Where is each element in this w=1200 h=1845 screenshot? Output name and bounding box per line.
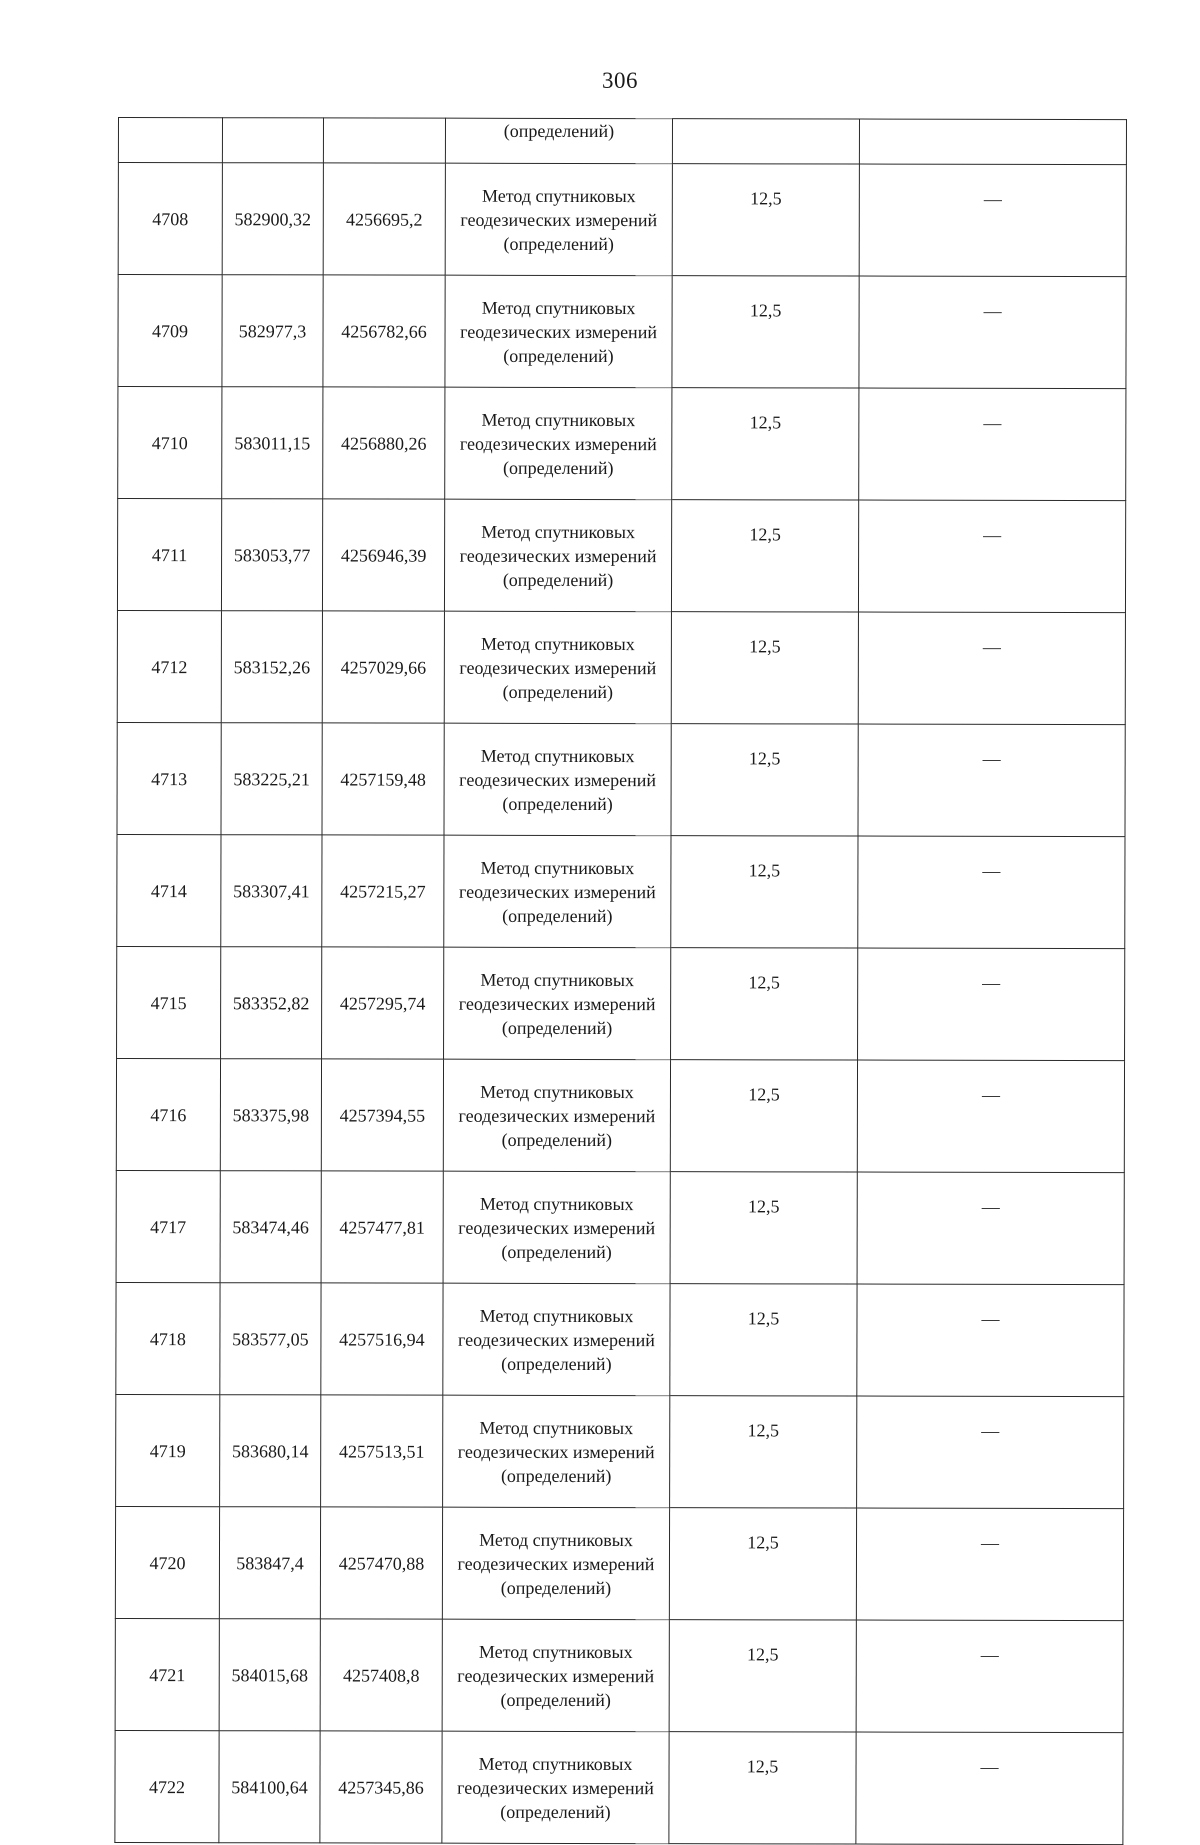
method-line: Метод спутниковых	[480, 1081, 634, 1102]
method-line: (определений)	[501, 1353, 612, 1374]
accuracy-cell: 12,5	[672, 276, 859, 388]
point-number-cell: 4720	[115, 1506, 219, 1618]
dash-mark: —	[980, 1756, 999, 1777]
point-number-cell: 4722	[115, 1730, 219, 1842]
coordinates-table-body	[115, 118, 1127, 1845]
method-line: Метод спутниковых	[481, 185, 636, 206]
method-line: (определений)	[503, 233, 614, 254]
method-line: (определений)	[500, 1465, 612, 1486]
method-line: Метод спутниковых	[478, 1753, 633, 1774]
accuracy-cell: 12,5	[672, 388, 859, 500]
method-line: Метод спутниковых	[479, 1305, 634, 1326]
method-line: геодезических измерений	[458, 993, 656, 1014]
table-row	[118, 275, 1126, 389]
point-number-cell: 4715	[117, 946, 221, 1058]
y-coordinate-cell: 4256880,26	[323, 387, 445, 499]
accuracy-cell: 12,5	[671, 948, 858, 1060]
table-row	[117, 946, 1125, 1060]
method-line: геодезических измерений	[460, 321, 657, 342]
note-cell	[859, 164, 1126, 277]
table-row	[115, 1506, 1123, 1620]
note-cell	[859, 276, 1126, 389]
note-cell	[856, 1620, 1123, 1733]
method-line: геодезических измерений	[458, 881, 656, 902]
method-cell	[443, 1283, 670, 1395]
dash-mark: —	[981, 1196, 1000, 1217]
dash-mark: —	[981, 1420, 1000, 1441]
method-line: геодезических измерений	[459, 657, 657, 678]
method-line: Метод спутниковых	[481, 521, 635, 542]
empty-cell	[859, 119, 1126, 165]
method-line: (определений)	[503, 345, 614, 366]
table-row	[115, 1730, 1123, 1844]
continuation-row	[118, 118, 1126, 165]
method-cell	[445, 275, 672, 387]
note-cell	[857, 1060, 1124, 1173]
table-row	[116, 1282, 1124, 1396]
table-row	[116, 1394, 1124, 1508]
x-coordinate-cell: 583053,77	[221, 499, 322, 611]
dash-mark: —	[981, 1084, 1000, 1105]
x-coordinate-cell: 584100,64	[219, 1731, 320, 1843]
point-number-cell: 4710	[118, 387, 222, 499]
table-row	[116, 1058, 1124, 1172]
table-row	[117, 722, 1125, 836]
x-coordinate-cell: 583474,46	[220, 1171, 321, 1283]
x-coordinate-cell: 583680,14	[220, 1395, 321, 1507]
method-cell	[445, 163, 672, 275]
method-line: геодезических измерений	[457, 1777, 654, 1798]
y-coordinate-cell: 4256782,66	[323, 275, 445, 387]
note-cell	[858, 836, 1125, 949]
method-line: Метод спутниковых	[481, 409, 636, 430]
method-cell	[444, 723, 671, 835]
empty-cell	[672, 119, 859, 164]
method-line: Метод спутниковых	[479, 1193, 634, 1214]
accuracy-cell: 12,5	[672, 164, 859, 276]
method-cell	[442, 1731, 669, 1843]
method-line: Метод спутниковых	[479, 1529, 633, 1550]
note-cell	[856, 1508, 1123, 1621]
note-cell	[856, 1732, 1123, 1845]
table-row	[115, 1618, 1123, 1732]
y-coordinate-cell: 4257345,86	[320, 1731, 442, 1843]
dash-mark: —	[981, 1308, 1000, 1329]
x-coordinate-cell: 582977,3	[222, 275, 323, 387]
table-row	[117, 610, 1125, 724]
method-line: (определений)	[503, 457, 614, 478]
accuracy-cell: 12,5	[670, 1060, 857, 1172]
empty-cell	[323, 118, 445, 163]
note-cell	[857, 1172, 1124, 1285]
dash-mark: —	[980, 1644, 999, 1665]
y-coordinate-cell: 4257029,66	[322, 611, 444, 723]
table-row	[116, 1170, 1124, 1284]
method-line: геодезических измерений	[457, 1441, 655, 1462]
y-coordinate-cell: 4257215,27	[322, 835, 444, 947]
x-coordinate-cell: 583847,4	[219, 1507, 320, 1619]
point-number-cell: 4714	[117, 834, 221, 946]
method-line: (определений)	[502, 793, 613, 814]
note-cell	[858, 500, 1125, 613]
empty-cell	[118, 118, 222, 163]
point-number-cell: 4712	[117, 610, 221, 722]
method-cell	[444, 947, 671, 1059]
accuracy-cell: 12,5	[671, 724, 858, 836]
method-cell	[444, 611, 671, 723]
method-line: (определений)	[500, 1577, 612, 1598]
method-cell	[445, 387, 672, 499]
point-number-cell: 4713	[117, 722, 221, 834]
accuracy-cell: 12,5	[669, 1508, 856, 1620]
x-coordinate-cell: 583011,15	[222, 387, 323, 499]
accuracy-cell: 12,5	[670, 1284, 857, 1396]
point-number-cell: 4717	[116, 1170, 220, 1282]
page-number: 306	[602, 68, 638, 93]
y-coordinate-cell: 4257513,51	[321, 1395, 443, 1507]
method-line: геодезических измерений	[459, 769, 657, 790]
y-coordinate-cell: 4257394,55	[321, 1059, 443, 1171]
dash-mark: —	[983, 188, 1002, 209]
y-coordinate-cell: 4257516,94	[321, 1283, 443, 1395]
dash-mark: —	[983, 300, 1002, 321]
method-line: Метод спутниковых	[478, 1641, 633, 1662]
method-line: (определений)	[500, 1689, 611, 1710]
method-line: (определений)	[501, 1129, 613, 1150]
accuracy-cell: 12,5	[671, 500, 858, 612]
accuracy-cell: 12,5	[669, 1620, 856, 1732]
y-coordinate-cell: 4257470,88	[320, 1507, 442, 1619]
point-number-cell: 4721	[115, 1618, 219, 1730]
method-line: Метод спутниковых	[481, 297, 636, 318]
y-coordinate-cell: 4257295,74	[322, 947, 444, 1059]
method-line: Метод спутниковых	[481, 633, 635, 654]
method-line: Метод спутниковых	[480, 969, 635, 990]
method-line: геодезических измерений	[460, 209, 658, 230]
accuracy-cell: 12,5	[670, 1396, 857, 1508]
method-line: геодезических измерений	[459, 433, 657, 454]
table-row	[118, 163, 1126, 277]
table-row	[118, 387, 1126, 501]
dash-mark: —	[982, 748, 1001, 769]
method-cell	[443, 1395, 670, 1507]
point-number-cell: 4709	[118, 275, 222, 387]
accuracy-cell: 12,5	[671, 836, 858, 948]
dash-mark: —	[982, 860, 1001, 881]
x-coordinate-cell: 582900,32	[222, 163, 323, 275]
method-cell	[444, 499, 671, 611]
method-line: (определений)	[501, 1017, 613, 1038]
note-cell	[859, 388, 1126, 501]
dash-mark: —	[983, 524, 1002, 545]
coordinates-table	[114, 117, 1127, 1845]
method-cell	[444, 835, 671, 947]
accuracy-cell: 12,5	[669, 1732, 856, 1844]
method-cell	[443, 1171, 670, 1283]
note-cell	[857, 1396, 1124, 1509]
method-line: (определений)	[500, 1801, 611, 1822]
y-coordinate-cell: 4256946,39	[322, 499, 444, 611]
method-line: геодезических измерений	[459, 545, 657, 566]
method-line: геодезических измерений	[458, 1217, 656, 1238]
method-line: геодезических измерений	[457, 1329, 655, 1350]
y-coordinate-cell: 4256695,2	[323, 163, 445, 275]
x-coordinate-cell: 583352,82	[221, 947, 322, 1059]
method-line: Метод спутниковых	[480, 857, 635, 878]
table-row	[117, 499, 1125, 613]
method-line: геодезических измерений	[457, 1553, 655, 1574]
method-line: (определений)	[501, 1241, 612, 1262]
point-number-cell: 4718	[116, 1282, 220, 1394]
y-coordinate-cell: 4257159,48	[322, 723, 444, 835]
method-cell	[442, 1619, 669, 1731]
accuracy-cell: 12,5	[671, 612, 858, 724]
method-line: геодезических измерений	[458, 1105, 656, 1126]
method-line: (определений)	[502, 681, 614, 702]
dash-mark: —	[983, 412, 1002, 433]
dash-mark: —	[982, 972, 1001, 993]
empty-cell	[222, 118, 323, 163]
dash-mark: —	[982, 636, 1001, 657]
x-coordinate-cell: 583375,98	[220, 1059, 321, 1171]
x-coordinate-cell: 583225,21	[221, 723, 322, 835]
method-line: Метод спутниковых	[479, 1417, 634, 1438]
table-row	[117, 834, 1125, 948]
continuation-method-cell: (определений)	[445, 118, 672, 163]
point-number-cell: 4719	[116, 1394, 220, 1506]
method-cell	[442, 1507, 669, 1619]
point-number-cell: 4716	[116, 1058, 220, 1170]
method-line: (определений)	[502, 905, 613, 926]
dash-mark: —	[980, 1532, 1000, 1553]
method-cell	[443, 1059, 670, 1171]
note-cell	[858, 724, 1125, 837]
accuracy-cell: 12,5	[670, 1172, 857, 1284]
note-cell	[858, 612, 1125, 725]
point-number-cell: 4708	[118, 163, 222, 275]
method-line: (определений)	[502, 569, 614, 590]
method-line: Метод спутниковых	[480, 745, 635, 766]
method-line: геодезических измерений	[457, 1665, 655, 1686]
x-coordinate-cell: 583307,41	[221, 835, 322, 947]
y-coordinate-cell: 4257408,8	[320, 1619, 442, 1731]
x-coordinate-cell: 583577,05	[220, 1283, 321, 1395]
point-number-cell: 4711	[117, 499, 221, 611]
note-cell	[857, 1284, 1124, 1397]
note-cell	[858, 948, 1125, 1061]
y-coordinate-cell: 4257477,81	[321, 1171, 443, 1283]
x-coordinate-cell: 584015,68	[219, 1619, 320, 1731]
x-coordinate-cell: 583152,26	[221, 611, 322, 723]
